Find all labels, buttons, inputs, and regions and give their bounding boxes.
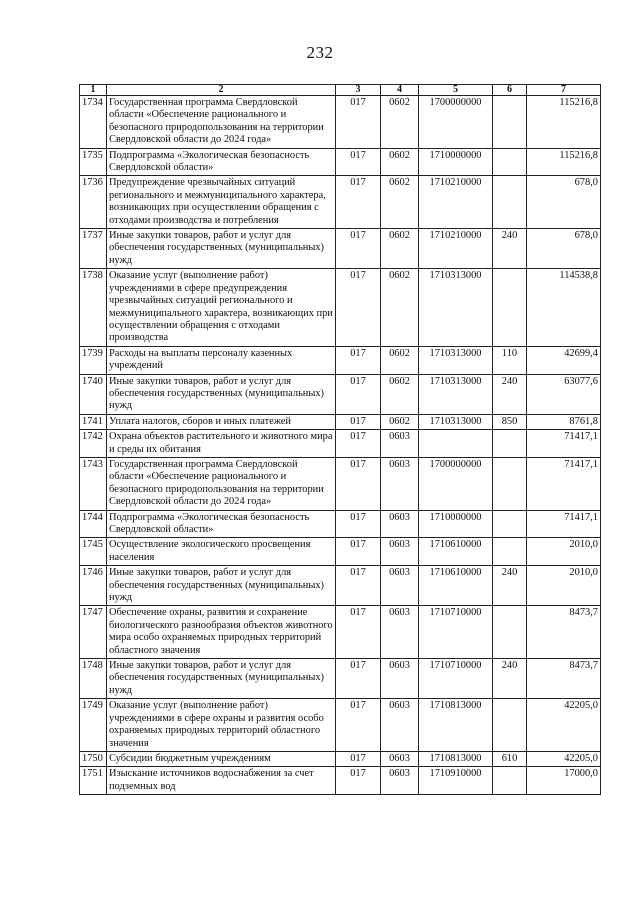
row-expense-type	[493, 176, 527, 229]
row-section-code: 0603	[381, 606, 419, 659]
row-section-code: 0603	[381, 699, 419, 752]
row-section-code: 0603	[381, 510, 419, 538]
row-ministry-code: 017	[336, 430, 381, 458]
table-row	[80, 148, 601, 176]
row-number: 1744	[80, 510, 107, 538]
row-ministry-code: 017	[336, 374, 381, 414]
table-row	[80, 566, 601, 606]
row-target-code: 1700000000	[419, 96, 493, 149]
row-section-code: 0603	[381, 659, 419, 699]
row-section-code: 0602	[381, 269, 419, 346]
row-amount: 8761,8	[527, 414, 601, 429]
row-name: Расходы на выплаты персоналу казенных учреждений	[107, 346, 336, 374]
row-ministry-code: 017	[336, 659, 381, 699]
row-section-code: 0602	[381, 96, 419, 149]
row-expense-type	[493, 538, 527, 566]
row-number: 1747	[80, 606, 107, 659]
row-number: 1737	[80, 229, 107, 269]
row-name: Изыскание источников водоснабжения за счет подземных вод	[107, 767, 336, 795]
row-amount: 678,0	[527, 176, 601, 229]
table-row	[80, 430, 601, 458]
row-amount: 8473,7	[527, 659, 601, 699]
row-number: 1748	[80, 659, 107, 699]
row-target-code: 1710210000	[419, 176, 493, 229]
row-target-code: 1710813000	[419, 699, 493, 752]
row-expense-type: 110	[493, 346, 527, 374]
row-number: 1735	[80, 148, 107, 176]
header-cell: 6	[493, 85, 527, 96]
row-section-code: 0603	[381, 751, 419, 766]
row-ministry-code: 017	[336, 96, 381, 149]
row-target-code: 1710910000	[419, 767, 493, 795]
row-name: Государственная программа Свердловской области «Обеспечение рационального и безопасного природопользования на территории Свердловской области до 2024 года»	[107, 457, 336, 510]
row-target-code: 1710610000	[419, 566, 493, 606]
row-ministry-code: 017	[336, 269, 381, 346]
header-cell: 7	[527, 85, 601, 96]
row-section-code: 0603	[381, 457, 419, 510]
row-number: 1743	[80, 457, 107, 510]
row-target-code: 1710710000	[419, 606, 493, 659]
table-row	[80, 96, 601, 149]
row-expense-type: 240	[493, 566, 527, 606]
row-section-code: 0602	[381, 374, 419, 414]
table-row	[80, 269, 601, 346]
header-cell: 1	[80, 85, 107, 96]
row-ministry-code: 017	[336, 457, 381, 510]
row-expense-type: 850	[493, 414, 527, 429]
row-ministry-code: 017	[336, 699, 381, 752]
row-ministry-code: 017	[336, 176, 381, 229]
row-amount: 115216,8	[527, 96, 601, 149]
row-number: 1734	[80, 96, 107, 149]
budget-table	[79, 84, 601, 795]
row-amount: 71417,1	[527, 510, 601, 538]
row-number: 1742	[80, 430, 107, 458]
row-expense-type: 610	[493, 751, 527, 766]
row-number: 1736	[80, 176, 107, 229]
header-cell: 5	[419, 85, 493, 96]
row-expense-type	[493, 510, 527, 538]
row-name: Оказание услуг (выполнение работ) учреждениями в сфере предупреждения чрезвычайных ситуаций регионального и межмуниципального характера, возникающих при осуществлении обращения с отходами производства	[107, 269, 336, 346]
row-section-code: 0602	[381, 346, 419, 374]
row-expense-type	[493, 96, 527, 149]
row-ministry-code: 017	[336, 510, 381, 538]
row-expense-type	[493, 430, 527, 458]
row-name: Государственная программа Свердловской области «Обеспечение рационального и безопасного природопользования на территории Свердловской области до 2024 года»	[107, 96, 336, 149]
table-row	[80, 414, 601, 429]
table-row	[80, 538, 601, 566]
row-name: Подпрограмма «Экологическая безопасность Свердловской области»	[107, 510, 336, 538]
row-target-code: 1710313000	[419, 374, 493, 414]
row-expense-type	[493, 148, 527, 176]
row-target-code: 1710313000	[419, 346, 493, 374]
table-row	[80, 346, 601, 374]
row-amount: 17000,0	[527, 767, 601, 795]
row-name: Обеспечение охраны, развития и сохранение биологического разнообразия объектов животного мира особо охраняемых природных территорий областного значения	[107, 606, 336, 659]
row-number: 1745	[80, 538, 107, 566]
row-amount: 2010,0	[527, 566, 601, 606]
row-amount: 114538,8	[527, 269, 601, 346]
row-ministry-code: 017	[336, 414, 381, 429]
row-ministry-code: 017	[336, 767, 381, 795]
row-expense-type	[493, 269, 527, 346]
table-row	[80, 699, 601, 752]
table-body	[80, 96, 601, 795]
row-target-code: 1700000000	[419, 457, 493, 510]
row-number: 1739	[80, 346, 107, 374]
row-name: Охрана объектов растительного и животного мира и среды их обитания	[107, 430, 336, 458]
table-row	[80, 510, 601, 538]
row-expense-type	[493, 457, 527, 510]
row-ministry-code: 017	[336, 538, 381, 566]
row-name: Иные закупки товаров, работ и услуг для обеспечения государственных (муниципальных) нужд	[107, 229, 336, 269]
row-amount: 63077,6	[527, 374, 601, 414]
row-name: Субсидии бюджетным учреждениям	[107, 751, 336, 766]
row-expense-type	[493, 699, 527, 752]
row-expense-type	[493, 606, 527, 659]
header-cell: 2	[107, 85, 336, 96]
row-name: Иные закупки товаров, работ и услуг для обеспечения государственных (муниципальных) нужд	[107, 374, 336, 414]
row-ministry-code: 017	[336, 566, 381, 606]
table-row	[80, 176, 601, 229]
row-number: 1751	[80, 767, 107, 795]
row-number: 1750	[80, 751, 107, 766]
row-ministry-code: 017	[336, 751, 381, 766]
row-name: Уплата налогов, сборов и иных платежей	[107, 414, 336, 429]
row-section-code: 0602	[381, 229, 419, 269]
row-target-code: 1710210000	[419, 229, 493, 269]
row-section-code: 0603	[381, 566, 419, 606]
row-target-code: 1710313000	[419, 269, 493, 346]
row-amount: 42205,0	[527, 699, 601, 752]
table-row	[80, 229, 601, 269]
row-name: Подпрограмма «Экологическая безопасность Свердловской области»	[107, 148, 336, 176]
row-ministry-code: 017	[336, 346, 381, 374]
row-amount: 71417,1	[527, 430, 601, 458]
row-target-code: 1710710000	[419, 659, 493, 699]
row-name: Оказание услуг (выполнение работ) учреждениями в сфере охраны и развития особо охраняемых природных территорий областного значения	[107, 699, 336, 752]
row-name: Предупреждение чрезвычайных ситуаций регионального и межмуниципального характера, возникающих при осуществлении обращения с отходами производства и потребления	[107, 176, 336, 229]
row-target-code: 1710000000	[419, 510, 493, 538]
header-row	[80, 85, 601, 96]
row-target-code: 1710813000	[419, 751, 493, 766]
row-amount: 42205,0	[527, 751, 601, 766]
row-section-code: 0603	[381, 767, 419, 795]
row-amount: 42699,4	[527, 346, 601, 374]
page-number: 232	[306, 43, 334, 62]
header-cell: 4	[381, 85, 419, 96]
row-target-code: 1710000000	[419, 148, 493, 176]
row-expense-type: 240	[493, 374, 527, 414]
row-amount: 2010,0	[527, 538, 601, 566]
row-ministry-code: 017	[336, 606, 381, 659]
table-row	[80, 751, 601, 766]
row-section-code: 0603	[381, 430, 419, 458]
row-target-code: 1710610000	[419, 538, 493, 566]
table-row	[80, 457, 601, 510]
table-row	[80, 606, 601, 659]
row-amount: 115216,8	[527, 148, 601, 176]
row-section-code: 0602	[381, 414, 419, 429]
row-section-code: 0602	[381, 176, 419, 229]
row-ministry-code: 017	[336, 229, 381, 269]
header-cell: 3	[336, 85, 381, 96]
row-expense-type	[493, 767, 527, 795]
row-expense-type: 240	[493, 659, 527, 699]
row-section-code: 0602	[381, 148, 419, 176]
row-number: 1749	[80, 699, 107, 752]
table-row	[80, 659, 601, 699]
row-number: 1740	[80, 374, 107, 414]
row-target-code: 1710313000	[419, 414, 493, 429]
row-amount: 71417,1	[527, 457, 601, 510]
row-name: Иные закупки товаров, работ и услуг для обеспечения государственных (муниципальных) нужд	[107, 566, 336, 606]
row-target-code	[419, 430, 493, 458]
row-number: 1738	[80, 269, 107, 346]
row-name: Осуществление экологического просвещения населения	[107, 538, 336, 566]
row-number: 1741	[80, 414, 107, 429]
table-row	[80, 374, 601, 414]
row-ministry-code: 017	[336, 148, 381, 176]
row-amount: 8473,7	[527, 606, 601, 659]
row-amount: 678,0	[527, 229, 601, 269]
table-row	[80, 767, 601, 795]
row-name: Иные закупки товаров, работ и услуг для обеспечения государственных (муниципальных) нужд	[107, 659, 336, 699]
row-expense-type: 240	[493, 229, 527, 269]
row-number: 1746	[80, 566, 107, 606]
row-section-code: 0603	[381, 538, 419, 566]
